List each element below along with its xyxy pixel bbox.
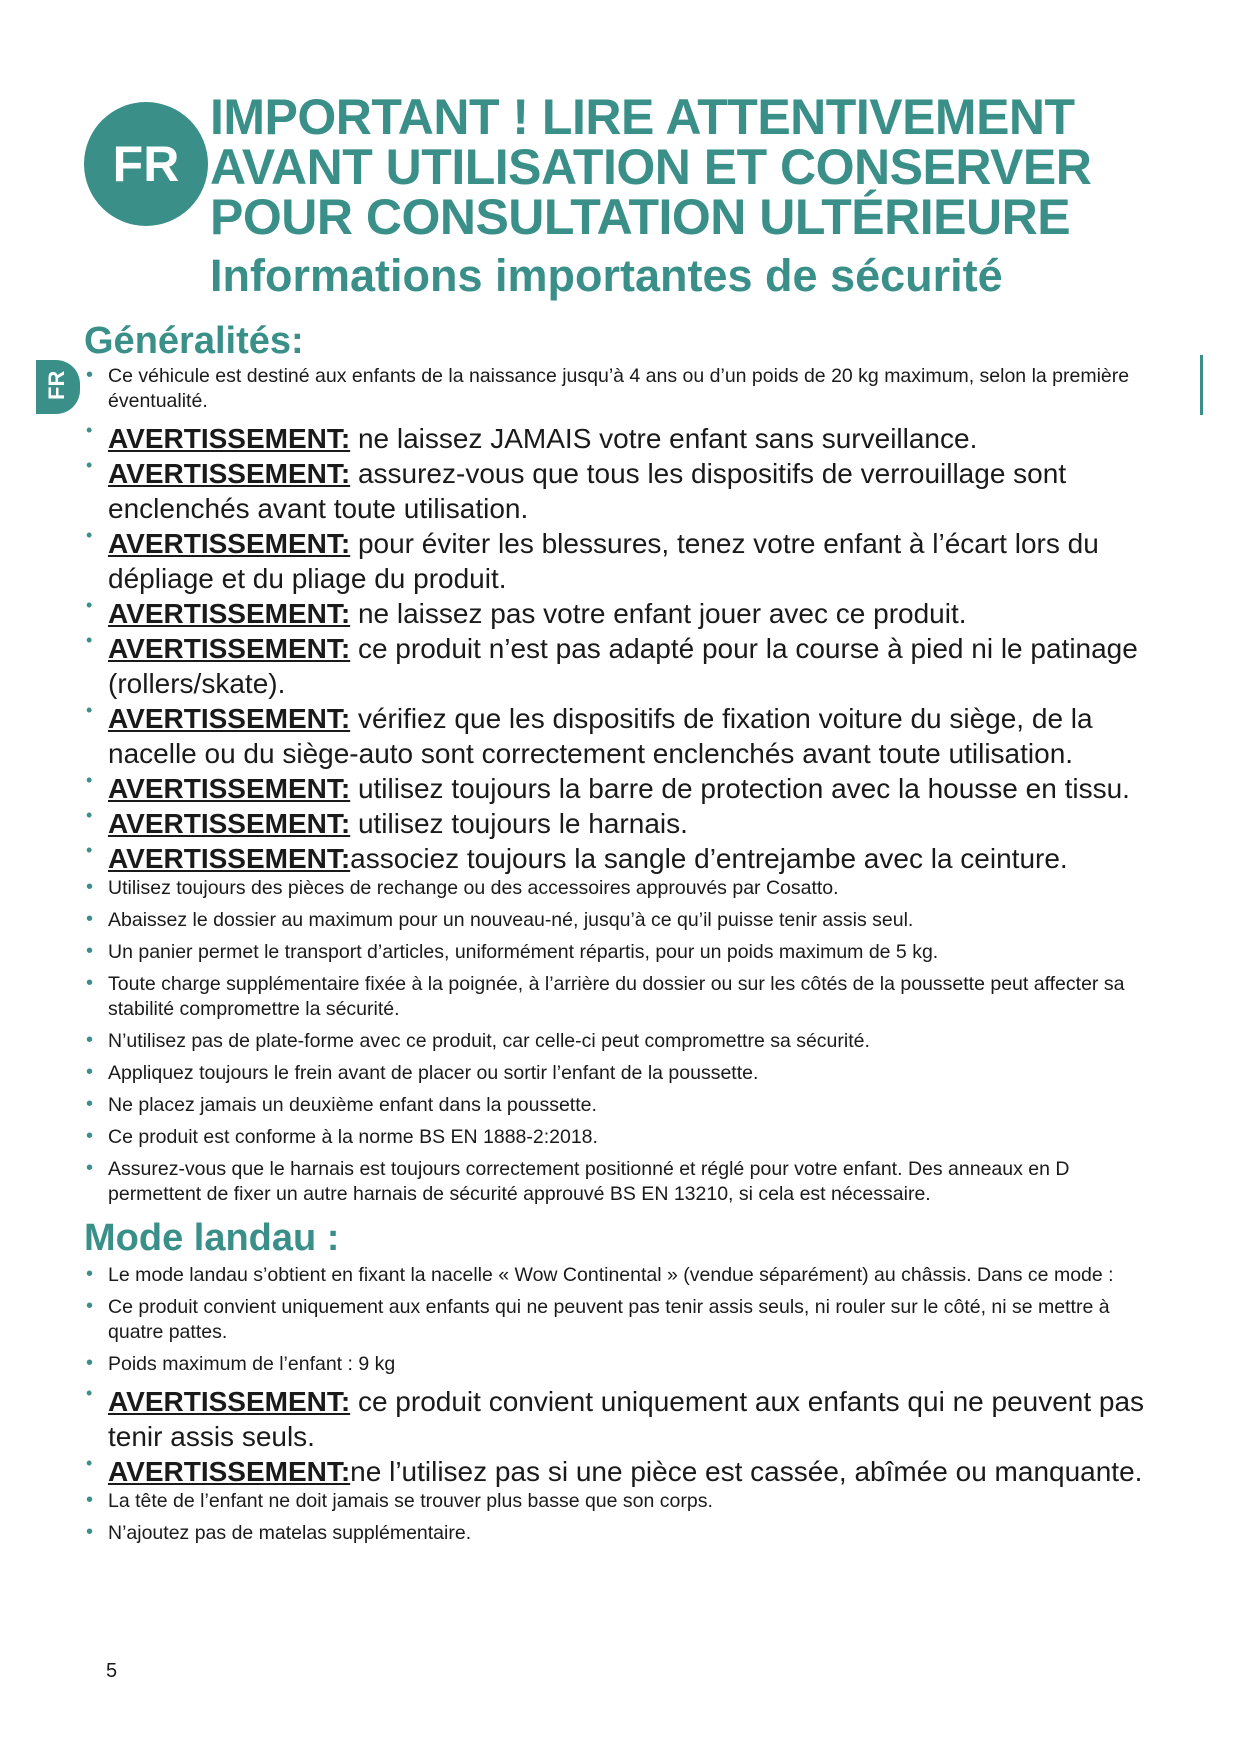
list-item — [84, 908, 1164, 933]
page-header — [210, 89, 1190, 306]
list-item — [84, 1384, 1164, 1454]
general-list — [84, 364, 1164, 1207]
list-item — [84, 1263, 1164, 1288]
warning-label: AVERTISSEMENT: — [108, 528, 351, 559]
list-item-text: ce produit n’est pas adapté pour la course à pied ni le patinage (rollers/skate). — [108, 633, 1138, 699]
warning-label: AVERTISSEMENT: — [108, 458, 351, 489]
list-item — [84, 806, 1164, 841]
list-item-text: Ce produit est conforme à la norme BS EN 1888-2:2018. — [108, 1126, 598, 1148]
list-item — [84, 1125, 1164, 1150]
page-number: 5 — [106, 1660, 118, 1682]
list-item-text: ne laissez JAMAIS votre enfant sans surveillance. — [350, 423, 978, 454]
list-item-text: N’ajoutez pas de matelas supplémentaire. — [108, 1522, 472, 1544]
header-line-3: POUR CONSULTATION ULTÉRIEURE — [210, 189, 1071, 245]
list-item — [84, 1029, 1164, 1054]
page-edge-marker — [1200, 355, 1203, 415]
warning-label: AVERTISSEMENT: — [108, 843, 351, 874]
language-badge: FR — [84, 102, 208, 226]
section-title-general: Généralités: — [84, 320, 304, 362]
list-item — [84, 526, 1164, 596]
list-item — [84, 1295, 1164, 1345]
list-item-text: vérifiez que les dispositifs de fixation voiture du siège, de la nacelle ou du siège-auto sont correctement enclenchés avant toute utilisation. — [108, 703, 1093, 769]
list-item-text: utilisez toujours la barre de protection avec la housse en tissu. — [350, 773, 1130, 804]
warning-label: AVERTISSEMENT: — [108, 633, 351, 664]
list-item — [84, 1157, 1164, 1207]
list-item — [84, 1521, 1164, 1546]
list-item — [84, 1454, 1164, 1489]
header-subtitle: Informations importantes de sécurité — [210, 250, 1003, 301]
list-item-text: assurez-vous que tous les dispositifs de verrouillage sont enclenchés avant toute utilisation. — [108, 458, 1067, 524]
list-item — [84, 1352, 1164, 1377]
list-item — [84, 421, 1164, 456]
list-item — [84, 364, 1164, 414]
list-item — [84, 940, 1164, 965]
list-item — [84, 1093, 1164, 1118]
list-item — [84, 701, 1164, 771]
list-item-text: ce produit convient uniquement aux enfants qui ne peuvent pas tenir assis seuls. — [108, 1386, 1145, 1452]
list-item-text: Appliquez toujours le frein avant de placer ou sortir l’enfant de la poussette. — [108, 1062, 759, 1084]
warning-label: AVERTISSEMENT: — [108, 423, 351, 454]
side-tab-label: FR — [44, 370, 69, 400]
list-item — [84, 841, 1164, 876]
list-item-text: Toute charge supplémentaire fixée à la poignée, à l’arrière du dossier ou sur les côtés de la poussette peut affecter sa stabilité compromettre la sécurité. — [108, 973, 1125, 1020]
list-item — [84, 972, 1164, 1022]
page-content — [84, 318, 1164, 1553]
header-line-2: AVANT UTILISATION ET CONSERVER — [210, 139, 1092, 195]
pram-mode-list — [84, 1263, 1164, 1546]
warning-label: AVERTISSEMENT: — [108, 773, 351, 804]
list-item-text: ne l’utilisez pas si une pièce est cassée, abîmée ou manquante. — [350, 1456, 1143, 1487]
side-language-tab — [36, 360, 80, 414]
list-item-text: N’utilisez pas de plate-forme avec ce produit, car celle-ci peut compromettre sa sécurité. — [108, 1030, 870, 1052]
list-item-text: Utilisez toujours des pièces de rechange ou des accessoires approuvés par Cosatto. — [108, 877, 839, 899]
list-item-text: Assurez-vous que le harnais est toujours correctement positionné et réglé pour votre enfant. Des anneaux en D permettent de fixer un autre harnais de sécurité approuvé BS EN 13210, si cela est nécessaire. — [108, 1158, 1070, 1205]
list-item-text: ne laissez pas votre enfant jouer avec ce produit. — [350, 598, 967, 629]
list-item-text: Poids maximum de l’enfant : 9 kg — [108, 1353, 396, 1375]
list-item-text: Ne placez jamais un deuxième enfant dans la poussette. — [108, 1094, 597, 1116]
section-title-pram-mode: Mode landau : — [84, 1217, 340, 1259]
warning-label: AVERTISSEMENT: — [108, 1456, 351, 1487]
list-item-text: associez toujours la sangle d’entrejambe avec la ceinture. — [350, 843, 1068, 874]
list-item-text: Un panier permet le transport d’articles, uniformément répartis, pour un poids maximum de 5 kg. — [108, 941, 939, 963]
list-item-text: La tête de l’enfant ne doit jamais se trouver plus basse que son corps. — [108, 1490, 713, 1512]
list-item — [84, 771, 1164, 806]
list-item-text: utilisez toujours le harnais. — [350, 808, 688, 839]
list-item-text: pour éviter les blessures, tenez votre enfant à l’écart lors du dépliage et du pliage du produit. — [108, 528, 1099, 594]
list-item-text: Ce produit convient uniquement aux enfants qui ne peuvent pas tenir assis seuls, ni rouler sur le côté, ni se mettre à quatre pattes. — [108, 1296, 1110, 1343]
list-item — [84, 876, 1164, 901]
warning-label: AVERTISSEMENT: — [108, 1386, 351, 1417]
warning-label: AVERTISSEMENT: — [108, 598, 351, 629]
list-item-text: Abaissez le dossier au maximum pour un nouveau-né, jusqu’à ce qu’il puisse tenir assis seul. — [108, 909, 914, 931]
list-item — [84, 456, 1164, 526]
header-line-1: IMPORTANT ! LIRE ATTENTIVEMENT — [210, 89, 1075, 145]
list-item — [84, 1061, 1164, 1086]
list-item-text: Le mode landau s’obtient en fixant la nacelle « Wow Continental » (vendue séparément) au châssis. Dans ce mode : — [108, 1264, 1114, 1286]
list-item-text: Ce véhicule est destiné aux enfants de la naissance jusqu’à 4 ans ou d’un poids de 20 kg maximum, selon la première éventualité. — [108, 365, 1130, 412]
warning-label: AVERTISSEMENT: — [108, 703, 351, 734]
list-item — [84, 596, 1164, 631]
list-item — [84, 631, 1164, 701]
list-item — [84, 1489, 1164, 1514]
warning-label: AVERTISSEMENT: — [108, 808, 351, 839]
